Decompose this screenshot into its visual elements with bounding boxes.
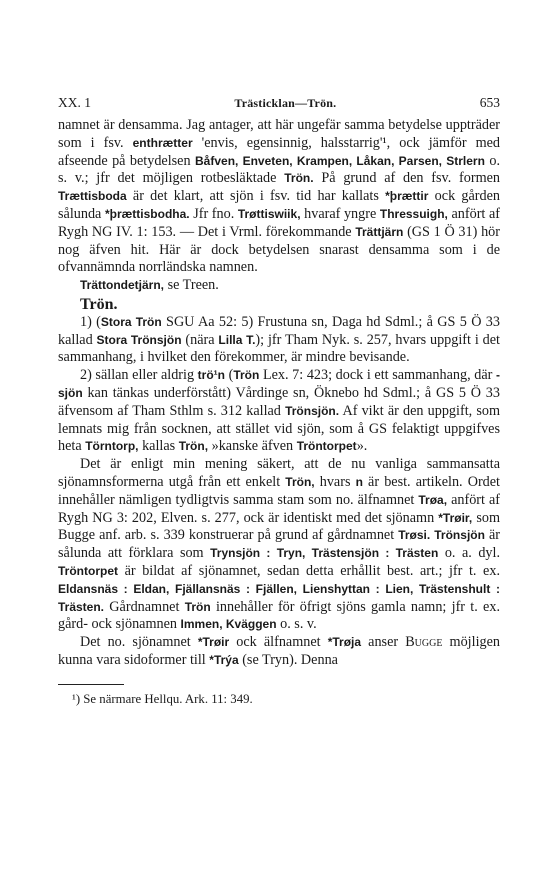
paragraph	[58, 634, 500, 670]
place-name: Tröntorpet	[58, 563, 118, 578]
place-name: enthrætter	[132, 135, 193, 150]
place-name: Trøsi.	[398, 528, 431, 543]
paragraph	[58, 117, 500, 277]
place-name: Thressuigh,	[379, 206, 448, 221]
place-name: Törntorp,	[85, 439, 139, 454]
text-run: (se Tryn). Denna	[238, 651, 338, 668]
place-name: *Trøir,	[438, 510, 473, 525]
place-name: Trön	[233, 368, 260, 383]
place-name: Stora Trönsjön	[96, 332, 182, 347]
place-name: Trön.	[284, 171, 314, 186]
place-name: Trättondetjärn,	[80, 278, 165, 293]
text-run: 1) (	[80, 313, 101, 330]
place-name: Trättjärn	[355, 224, 404, 239]
text-run: o. s. v.; jfr det möjligen rotbesläktade	[58, 152, 501, 187]
text-run: anser	[361, 634, 406, 651]
page-body	[58, 117, 500, 670]
page-number: 653	[479, 95, 500, 110]
text-run: ock älfnamnet	[229, 634, 328, 651]
place-name: Trættisboda	[58, 189, 127, 204]
paragraph	[58, 277, 500, 295]
text-run: anfört af Rygh NG 3: 202, Elven. s. 277, ock är identiskt med det sjönamn	[58, 491, 500, 526]
text-run: o. s. v.	[276, 616, 317, 633]
place-name: Trön,	[178, 439, 209, 454]
text-run: (GS 1 Ö 31) hör nog äfven hit. Här är dock betydelsen snarast densamma som i de ofvannämnda norrländska namnen.	[58, 223, 500, 276]
text-run: innehåller för öfrigt sjöns gamla namn; jfr t. ex. gård- ock sjönamnen	[58, 598, 500, 633]
author-name: Bugge	[405, 634, 443, 651]
running-title: Trästicklan—Trön.	[234, 96, 337, 110]
place-name: Immen, Kväggen	[180, 617, 277, 632]
section-marker: XX. 1	[58, 95, 91, 110]
text-run: »kanske äfven	[208, 438, 297, 455]
text-run: Jfr fno.	[189, 205, 238, 222]
paragraph	[58, 367, 500, 456]
place-name: *Trýa	[209, 652, 239, 667]
text-run: (	[225, 367, 234, 384]
place-name: trö¹n	[197, 368, 225, 383]
text-run: (nära	[181, 331, 219, 348]
text-run: Gårdnamnet	[104, 598, 185, 615]
paragraph	[58, 456, 500, 634]
text-run: hvars	[314, 473, 356, 490]
text-run: se Treen.	[164, 277, 219, 294]
place-name: Trönsjön	[434, 528, 485, 543]
text-run: 2) sällan eller aldrig	[80, 367, 198, 384]
place-name: Båfven, Enveten, Krampen, Låkan, Parsen, Strlern	[195, 153, 485, 168]
text-run: är best. artikeln. Ordet innehåller nämligen tydligtvis samma stam som no. älfnamnet	[58, 473, 501, 508]
place-name: *Trøir	[197, 635, 230, 650]
text-run: ock gården sålunda	[58, 188, 501, 222]
text-run: är sålunda att förklara som	[58, 527, 500, 562]
text-run: 'envis, egensinnig, halsstarrig'¹, ock jämför med afseende på betydelsen	[58, 134, 501, 169]
place-name: Lilla T.	[218, 332, 256, 347]
text-run: namnet är densamma. Jag antager, att här ungefär samma betydelse uppträder som i fsv.	[58, 117, 500, 151]
text-run: hvaraf yngre	[300, 205, 380, 222]
place-name: Trøa,	[418, 492, 448, 507]
place-name: Eldansnäs : Eldan, Fjällansnäs : Fjällen, Lienshyttan : Lien, Trästenshult : Trästen.	[58, 581, 500, 614]
place-name: Tröntorpet	[296, 439, 357, 454]
text-run: anfört af Rygh NG IV. 1: 153. — Det i Vrml. förekommande	[58, 205, 500, 240]
text-run: På grund af den fsv. formen	[313, 170, 501, 187]
paragraph	[58, 314, 500, 367]
place-name: Trynsjön : Tryn, Trästensjön : Trästen	[210, 546, 439, 561]
text-run: ».	[356, 438, 368, 455]
text-run: Trön.	[80, 295, 118, 313]
running-header	[58, 95, 500, 111]
place-name: Trøttiswiik,	[237, 206, 301, 221]
footnote: ¹) Se närmare Hellqu. Ark. 11: 349.	[72, 691, 253, 706]
place-name: *Trøja	[327, 635, 362, 650]
text-run: Lex. 7: 423; dock i ett sammanhang, där	[259, 367, 496, 384]
text-run: SGU Aa 52: 5) Frustuna sn, Daga hd Sdml.; å GS 5 Ö 33 kallad	[58, 313, 500, 348]
text-run: möjligen kunna vara sidoformer till	[58, 634, 500, 668]
place-name: Stora Trön	[100, 314, 162, 329]
text-run: är bildat af sjönamnet, sedan detta erhållit best. art.; jfr t. ex.	[118, 562, 500, 579]
text-run: ); jfr Tham Nyk. s. 257, hvars uppgift i det sammanhang, i hvilket den förekommer, är mindre bevisande.	[58, 331, 500, 366]
text-run: Det är enligt min mening säkert, att de nu vanliga sammansatta sjönamnsformerna utgå från ett enkelt	[58, 456, 500, 490]
text-run: Af vikt är den uppgift, som lemnats mig från socknen, att stället vid sjön, som å GS felaktigt uppgifves heta	[58, 402, 500, 455]
place-name: *þrættisbodha.	[104, 206, 190, 221]
text-run: kan tänkas underförstått) Vårdinge sn, Öknebo hd Sdml.; å GS 5 Ö 33 äfvensom af Tham Sthlm s. 312 kallad	[58, 384, 500, 419]
footnote-divider	[58, 684, 124, 685]
text-run: Det no. sjönamnet	[80, 634, 198, 651]
place-name: Trön,	[285, 474, 315, 489]
place-name: *þrættir	[385, 189, 429, 204]
place-name: n	[355, 474, 363, 489]
place-name: Trön	[184, 599, 211, 614]
place-name: -sjön	[58, 368, 500, 400]
text-run: o. a. dyl.	[438, 545, 500, 562]
entry-heading	[58, 296, 500, 314]
text-run: är det klart, att sjön i fsv. tid har kallats	[126, 188, 386, 205]
place-name: Trönsjön.	[285, 403, 340, 418]
text-run: kallas	[138, 438, 179, 455]
text-run: som Bugge anf. arb. s. 339 konstruerar på grund af gårdnamnet	[58, 509, 500, 544]
